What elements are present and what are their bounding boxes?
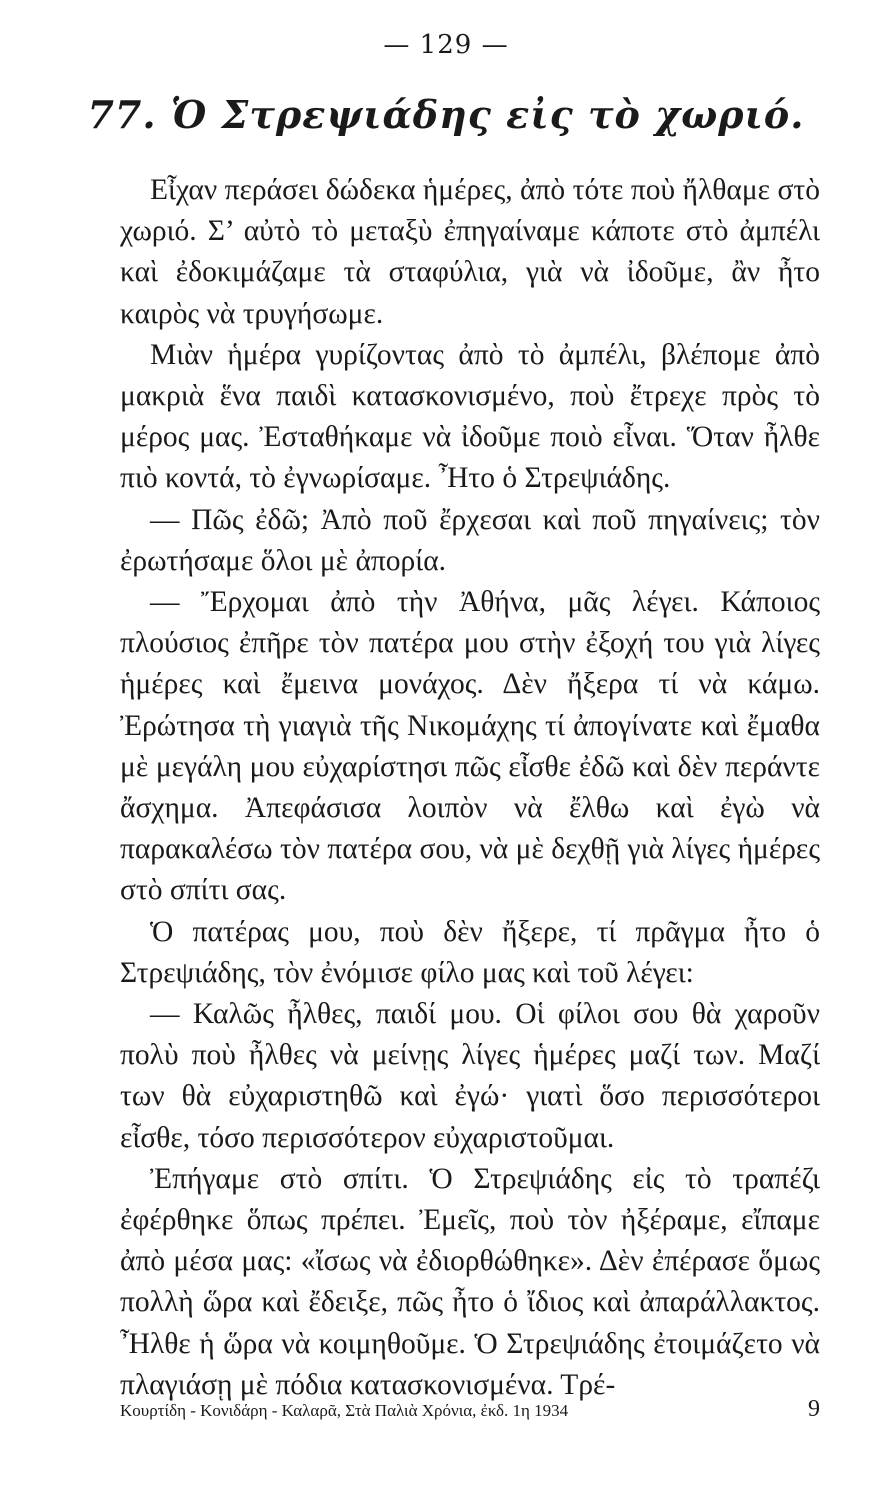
paragraph-6: — Καλῶς ἦλθες, παιδί μου. Οἱ φίλοι σου θὰ χαροῦν πολὺ ποὺ ἦλθες νὰ μείνῃς λίγες ἡμέρες μαζί των. Μαζί των θὰ εὐχαριστηθῶ καὶ ἐγώ· γιατὶ ὅσο περισσότεροι εἶσθε, τόσο περισσότερον εὐχαριστοῦμαι.: [120, 998, 820, 1154]
paragraph-4: — Ἔρχομαι ἀπὸ τὴν Ἀθήνα, μᾶς λέγει. Κάποιος πλούσιος ἐπῆρε τὸν πατέρα μου στὴν ἐξοχή του γιὰ λίγες ἡμέρες καὶ ἔμεινα μονάχος. Δὲν ἤξερα τί νὰ κάμω. Ἐρώτησα τὴ γιαγιὰ τῆς Νικομάχης τί ἀπογίνατε καὶ ἔμαθα μὲ μεγάλη μου εὐχαρίστησι πῶς εἶσθε ἐδῶ καὶ δὲν περάντε ἄσχημα. Ἀπεφάσισα λοιπὸν νὰ ἔλθω καὶ ἐγὼ νὰ παρακαλέσω τὸν πατέρα σου, νὰ μὲ δεχθῇ γιὰ λίγες ἡμέρες στὸ σπίτι σας.: [120, 586, 820, 907]
page-number: — 129 —: [383, 30, 509, 60]
footer-signature-mark: 9: [808, 1396, 820, 1422]
paragraph-7: Ἐπήγαμε στὸ σπίτι. Ὁ Στρεψιάδης εἰς τὸ τραπέζι ἐφέρθηκε ὅπως πρέπει. Ἐμεῖς, ποὺ τὸν ἠξέραμε, εἴπαμε ἀπὸ μέσα μας: «ἴσως νὰ ἐδιορθώθηκε». Δὲν ἐπέρασε ὅμως πολλὴ ὥρα καὶ ἔδειξε, πῶς ἦτο ὁ ἴδιος καὶ ἀπαράλλακτος. Ἦλθε ἡ ὥρα νὰ κοιμηθοῦμε. Ὁ Στρεψιάδης ἐτοιμάζετο νὰ πλαγιάσῃ μὲ πόδια κατασκονισμένα. Τρέ-: [120, 1162, 820, 1401]
footer-citation: Κουρτίδη - Κονιδάρη - Καλαρᾶ, Στὰ Παλιὰ Χρόνια, ἐκδ. 1η 1934: [120, 1401, 569, 1420]
chapter-title: 77. Ὁ Στρεψιάδης εἰς τὸ χωριό.: [87, 92, 805, 137]
page-footer: [120, 1396, 820, 1423]
paragraph-1: Εἶχαν περάσει δώδεκα ἡμέρες, ἀπὸ τότε ποὺ ἤλθαμε στὸ χωριό. Σ’ αὐτὸ τὸ μεταξὺ ἐπηγαίναμε κάποτε στὸ ἀμπέλι καὶ ἐδοκιμάζαμε τὰ σταφύλια, γιὰ νὰ ἰδοῦμε, ἂν ἦτο καιρὸς νὰ τρυγήσωμε.: [120, 174, 820, 330]
paragraph-5: Ὁ πατέρας μου, ποὺ δὲν ἤξερε, τί πρᾶγμα ἦτο ὁ Στρεψιάδης, τὸν ἐνόμισε φίλο μας καὶ τοῦ λέγει:: [120, 915, 820, 989]
paragraph-3: — Πῶς ἐδῶ; Ἀπὸ ποῦ ἔρχεσαι καὶ ποῦ πηγαίνεις; τὸν ἐρωτήσαμε ὅλοι μὲ ἀπορία.: [120, 503, 820, 577]
body-text: [120, 170, 820, 1406]
paragraph-2: Μιὰν ἡμέρα γυρίζοντας ἀπὸ τὸ ἀμπέλι, βλέπομε ἀπὸ μακριὰ ἕνα παιδὶ κατασκονισμένο, ποὺ ἔτρεχε πρὸς τὸ μέρος μας. Ἐσταθήκαμε νὰ ἰδοῦμε ποιὸ εἶναι. Ὅταν ἦλθε πιὸ κοντά, τὸ ἐγνωρίσαμε. Ἦτο ὁ Στρεψιάδης.: [120, 338, 820, 495]
